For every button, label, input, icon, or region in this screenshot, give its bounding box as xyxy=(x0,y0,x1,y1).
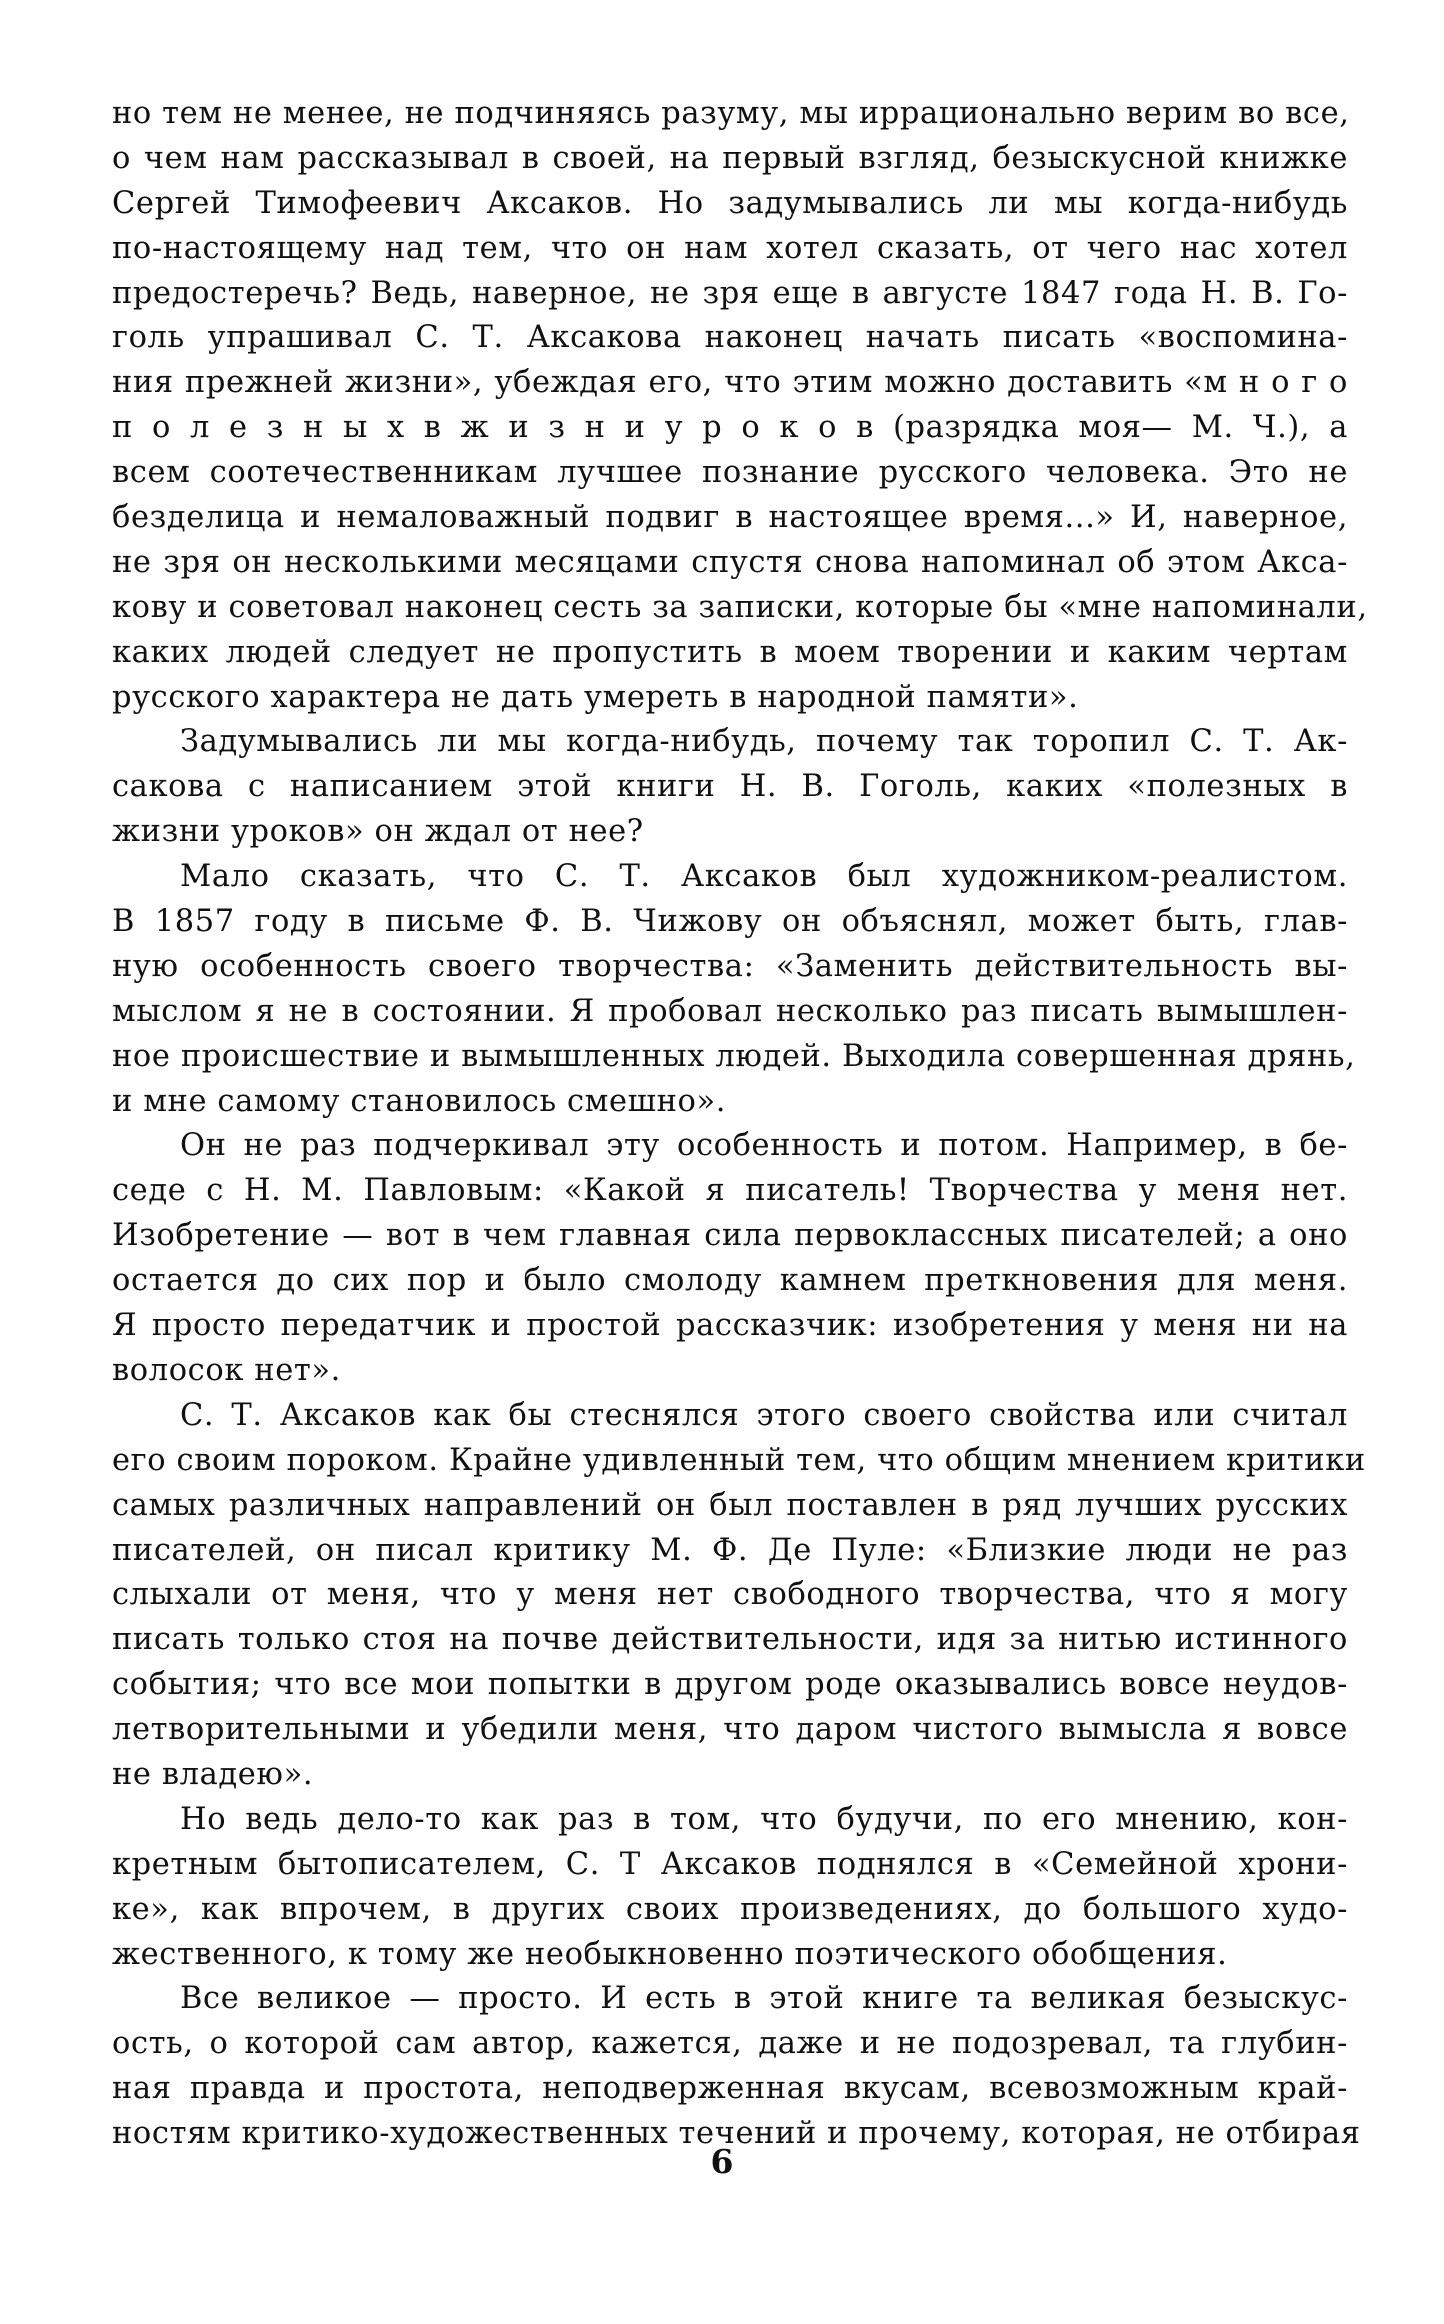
paragraph xyxy=(112,855,1356,1124)
paragraph xyxy=(112,1977,1361,2157)
text-line: русского характера не дать умереть в народной памяти». xyxy=(112,679,1079,715)
text-line: ке», как впрочем, в других своих произведениях, до большого худо- xyxy=(112,1891,1348,1927)
text-line: по-настоящему над тем, что он нам хотел сказать, от чего нас хотел xyxy=(112,230,1348,266)
text-line: В 1857 году в письме Ф. В. Чижову он объяснял, может быть, глав- xyxy=(112,904,1348,940)
paragraph xyxy=(112,92,1368,720)
paragraph xyxy=(112,1124,1348,1393)
text-line: не владею». xyxy=(112,1756,314,1792)
text-line: голь упрашивал С. Т. Аксакова наконец начать писать «воспомина- xyxy=(112,320,1348,356)
text-line: Изобретение — вот в чем главная сила первоклассных писателей; а оно xyxy=(112,1218,1348,1254)
text-line: ную особенность своего творчества: «Заменить действительность вы- xyxy=(112,948,1348,984)
text-line: кову и советовал наконец сесть за записки, которые бы «мне напоминали, xyxy=(112,589,1368,625)
text-line: мыслом я не в состоянии. Я пробовал несколько раз писать вымышлен- xyxy=(112,993,1348,1029)
text-line: Все великое — просто. И есть в этой книге та великая безыскус- xyxy=(180,1981,1348,2017)
text-line: и мне самому становилось смешно». xyxy=(112,1083,727,1119)
text-line: его своим пороком. Крайне удивленный тем, что общим мнением критики xyxy=(112,1442,1366,1478)
text-line: не зря он несколькими месяцами спустя снова напоминал об этом Акса- xyxy=(112,544,1348,580)
paragraph xyxy=(112,1798,1348,1978)
text-line: седе с Н. М. Павловым: «Какой я писатель! Творчества у меня нет. xyxy=(112,1173,1348,1209)
text-line: ния прежней жизни», убеждая его, что этим можно доставить «м н о г о xyxy=(112,365,1348,401)
text-line: предостеречь? Ведь, наверное, не зря еще в августе 1847 года Н. В. Го- xyxy=(112,275,1348,311)
page-text xyxy=(112,92,1368,2157)
paragraph xyxy=(112,1394,1366,1798)
paragraph xyxy=(112,720,1348,855)
text-line: жественного, к тому же необыкновенно поэтического обобщения. xyxy=(112,1936,1228,1972)
text-line: сакова с написанием этой книги Н. В. Гоголь, каких «полезных в xyxy=(112,769,1348,805)
text-line: каких людей следует не пропустить в моем творении и каким чертам xyxy=(112,634,1348,670)
text-line: Задумывались ли мы когда-нибудь, почему так торопил С. Т. Ак- xyxy=(180,724,1348,760)
text-line: Я просто передатчик и простой рассказчик: изобретения у меня ни на xyxy=(112,1308,1348,1344)
text-line: С. Т. Аксаков как бы стеснялся этого своего свойства или считал xyxy=(180,1397,1348,1433)
text-line: летворительными и убедили меня, что даром чистого вымысла я вовсе xyxy=(112,1712,1348,1748)
text-line: остается до сих пор и было смолоду камнем преткновения для меня. xyxy=(112,1263,1348,1299)
text-line: писать только стоя на почве действительности, идя за нитью истинного xyxy=(112,1622,1348,1658)
text-line: кретным бытописателем, С. Т Аксаков поднялся в «Семейной хрони- xyxy=(112,1846,1348,1882)
text-line: писателей, он писал критику М. Ф. Де Пуле: «Близкие люди не раз xyxy=(112,1532,1348,1568)
text-line: события; что все мои попытки в другом роде оказывались вовсе неудов- xyxy=(112,1667,1348,1703)
text-line: ная правда и простота, неподверженная вкусам, всевозможным край- xyxy=(112,2071,1348,2107)
text-line: Мало сказать, что С. Т. Аксаков был художником-реалистом. xyxy=(180,859,1348,895)
text-line: жизни уроков» он ждал от нее? xyxy=(112,814,644,850)
text-line: но тем не менее, не подчиняясь разуму, мы иррационально верим во все, xyxy=(112,96,1350,131)
text-line: ость, о которой сам автор, кажется, даже и не подозревал, та глубин- xyxy=(112,2026,1348,2062)
text-line: безделица и немаловажный подвиг в настоящее время...» И, наверное, xyxy=(112,500,1348,536)
text-line: волосок нет». xyxy=(112,1352,341,1388)
page-number: 6 xyxy=(710,2142,734,2181)
text-line: самых различных направлений он был поставлен в ряд лучших русских xyxy=(112,1487,1348,1523)
text-line: ностям критико-художественных течений и прочему, которая, не отбирая xyxy=(112,2116,1361,2152)
text-line: Но ведь дело-то как раз в том, что будучи, по его мнению, кон- xyxy=(180,1801,1348,1837)
text-line: Он не раз подчеркивал эту особенность и потом. Например, в бе- xyxy=(180,1128,1348,1164)
text-line: ное происшествие и вымышленных людей. Выходила совершенная дрянь, xyxy=(112,1038,1356,1074)
text-line: о чем нам рассказывал в своей, на первый взгляд, безыскусной книжке xyxy=(112,140,1348,176)
text-line: Сергей Тимофеевич Аксаков. Но задумывались ли мы когда-нибудь xyxy=(112,185,1348,221)
text-line: слыхали от меня, что у меня нет свободного творчества, что я могу xyxy=(112,1577,1348,1613)
text-line: всем соотечественникам лучшее познание русского человека. Это не xyxy=(112,455,1348,491)
text-line: п о л е з н ы х в ж и з н и у р о к о в (разрядка моя— М. Ч.), а xyxy=(112,410,1348,446)
